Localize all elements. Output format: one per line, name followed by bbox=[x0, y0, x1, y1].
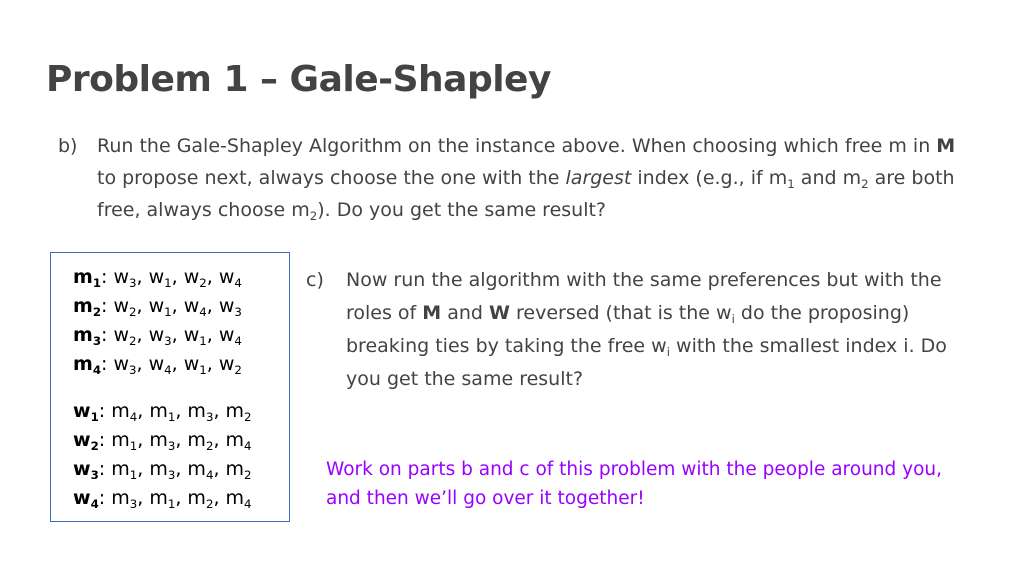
subscript: 2 bbox=[244, 468, 252, 483]
preference-letter: m bbox=[187, 400, 206, 422]
set-m-symbol: M bbox=[422, 302, 442, 324]
preference-row-m2: $m_2$: $w_2$, $w_1$, $w_4$, $w_3$ bbox=[73, 295, 242, 320]
subscript: 4 bbox=[244, 497, 252, 512]
part-c-text-2: and bbox=[441, 302, 490, 324]
largest-emphasis: largest bbox=[565, 167, 632, 189]
preference-entry bbox=[225, 400, 252, 425]
preference-owner: $m_1$ bbox=[73, 266, 101, 291]
preference-letter: w bbox=[113, 353, 129, 375]
preference-entry bbox=[111, 458, 138, 483]
part-c-text-4: do the proposing) breaking ties by taking the free w bbox=[346, 302, 910, 357]
subscript: 3 bbox=[129, 276, 137, 291]
subscript: 4 bbox=[234, 334, 242, 349]
preference-letter: w bbox=[183, 295, 200, 317]
part-c-text-5: with the smallest index i. Do you get the same result? bbox=[346, 335, 947, 390]
subscript: 4 bbox=[234, 276, 242, 291]
subscript: 1 bbox=[167, 410, 176, 425]
preference-entry bbox=[113, 353, 137, 378]
preference-entry bbox=[218, 295, 242, 320]
preference-row-w3: $w_3$: $m_1$, $m_3$, $m_4$, $m_2$ bbox=[73, 458, 252, 483]
subscript: 1 bbox=[199, 334, 207, 349]
subscript: 2 bbox=[244, 410, 252, 425]
subscript: i bbox=[731, 312, 735, 327]
subscript: 1 bbox=[199, 363, 207, 378]
preference-entry bbox=[225, 487, 252, 512]
subscript: 4 bbox=[164, 363, 172, 378]
subscript: 3 bbox=[129, 363, 137, 378]
part-c-label: c) bbox=[306, 269, 324, 291]
part-c-text bbox=[346, 264, 986, 396]
subscript: i bbox=[666, 345, 670, 360]
women-preferences bbox=[73, 397, 252, 513]
subscript: 1 bbox=[129, 468, 138, 483]
preference-owner: $w_4$ bbox=[73, 487, 99, 512]
preference-letter: w bbox=[148, 266, 165, 288]
preference-letter: m bbox=[111, 429, 130, 451]
subscript: 3 bbox=[92, 334, 101, 349]
subscript: 2 bbox=[129, 334, 137, 349]
preference-entry bbox=[148, 266, 172, 291]
preference-row-w2: $w_2$: $m_1$, $m_3$, $m_2$, $m_4$ bbox=[73, 429, 252, 454]
subscript: 3 bbox=[234, 305, 242, 320]
preference-letter: w bbox=[183, 266, 200, 288]
preference-letter: m bbox=[149, 429, 168, 451]
preference-entry bbox=[113, 266, 137, 291]
subscript: 2 bbox=[205, 439, 214, 454]
preference-entry bbox=[183, 324, 207, 349]
preference-letter: w bbox=[218, 295, 235, 317]
preference-entry bbox=[225, 429, 252, 454]
subscript: 4 bbox=[205, 468, 214, 483]
preference-entry bbox=[218, 353, 242, 378]
preference-letter: m bbox=[149, 458, 168, 480]
subscript: 1 bbox=[129, 439, 138, 454]
preference-letter: w bbox=[183, 324, 200, 346]
preference-letter: m bbox=[111, 487, 130, 509]
preference-row-m1: $m_1$: $w_3$, $w_1$, $w_2$, $w_4$ bbox=[73, 266, 242, 291]
subscript: 4 bbox=[199, 305, 207, 320]
preference-row-w1: $w_1$: $m_4$, $m_1$, $m_3$, $m_2$ bbox=[73, 400, 252, 425]
preference-entry bbox=[111, 400, 138, 425]
preference-letter: m bbox=[187, 487, 206, 509]
preference-entry bbox=[111, 487, 138, 512]
subscript: 3 bbox=[205, 410, 214, 425]
part-b-text-2: to propose next, always choose the one with the bbox=[97, 167, 566, 189]
preference-entry bbox=[187, 487, 214, 512]
subscript: 4 bbox=[92, 363, 101, 378]
subscript: 2 bbox=[129, 305, 137, 320]
preference-letter: w bbox=[113, 266, 129, 288]
part-c-text-1: Now run the algorithm with the same preferences but with the roles of bbox=[346, 269, 942, 324]
preferences-box bbox=[50, 252, 290, 522]
part-b-text bbox=[97, 130, 977, 226]
preference-letter: w bbox=[148, 353, 165, 375]
subscript: 3 bbox=[164, 334, 172, 349]
preference-letter: m bbox=[149, 487, 168, 509]
instruction-note: Work on parts b and c of this problem with the people around you, and then we’ll go over it together! bbox=[326, 459, 943, 509]
part-b-text-1: Run the Gale-Shapley Algorithm on the instance above. When choosing which free m in bbox=[97, 135, 937, 157]
preference-entry bbox=[149, 400, 176, 425]
preference-entry bbox=[148, 295, 172, 320]
preference-row-w4: $w_4$: $m_3$, $m_1$, $m_2$, $m_4$ bbox=[73, 487, 252, 512]
preference-entry bbox=[149, 429, 176, 454]
subscript: 1 bbox=[92, 276, 101, 291]
preference-entry bbox=[111, 429, 138, 454]
part-b-text-4: and m bbox=[794, 167, 862, 189]
subscript: 2 bbox=[92, 305, 101, 320]
preference-letter: w bbox=[113, 324, 129, 346]
part-b-text-6: ). Do you get the same result? bbox=[317, 199, 607, 221]
preference-entry bbox=[187, 400, 214, 425]
part-b-label: b) bbox=[58, 135, 78, 157]
set-w-symbol: W bbox=[489, 302, 510, 324]
preference-owner: $w_2$ bbox=[73, 429, 99, 454]
preference-owner: $m_3$ bbox=[73, 324, 101, 349]
part-c-text-3: reversed (that is the w bbox=[510, 302, 732, 324]
preference-owner: $m_2$ bbox=[73, 295, 101, 320]
preference-letter: w bbox=[218, 353, 235, 375]
part-b-text-3: index (e.g., if m bbox=[631, 167, 788, 189]
subscript: 3 bbox=[129, 497, 138, 512]
preference-entry bbox=[183, 353, 207, 378]
preference-letter: w bbox=[148, 295, 165, 317]
preference-letter: m bbox=[225, 400, 245, 422]
preference-row-m4: $m_4$: $w_3$, $w_4$, $w_1$, $w_2$ bbox=[73, 353, 242, 378]
preference-entry bbox=[149, 487, 176, 512]
subscript: 2 bbox=[90, 439, 99, 454]
preference-letter: m bbox=[225, 487, 245, 509]
preference-letter: m bbox=[187, 458, 206, 480]
preference-letter: m bbox=[187, 429, 206, 451]
preference-entry bbox=[183, 266, 207, 291]
part-b-text-5: are both free, always choose m bbox=[97, 167, 955, 221]
set-m-symbol: M bbox=[936, 135, 956, 157]
preference-letter: w bbox=[113, 295, 129, 317]
subscript: 4 bbox=[90, 497, 99, 512]
subscript: 1 bbox=[90, 410, 99, 425]
preference-entry bbox=[148, 353, 172, 378]
preference-letter: w bbox=[148, 324, 165, 346]
subscript: 4 bbox=[244, 439, 252, 454]
subscript: 3 bbox=[90, 468, 99, 483]
subscript: 2 bbox=[199, 276, 207, 291]
preference-entry bbox=[218, 266, 242, 291]
men-preferences bbox=[73, 263, 242, 379]
preference-entry bbox=[113, 295, 137, 320]
preference-row-m3: $m_3$: $w_2$, $w_3$, $w_1$, $w_4$ bbox=[73, 324, 242, 349]
preference-letter: w bbox=[218, 324, 235, 346]
preference-owner: $m_4$ bbox=[73, 353, 101, 378]
subscript: 3 bbox=[167, 468, 176, 483]
subscript: 4 bbox=[129, 410, 138, 425]
preference-entry bbox=[149, 458, 176, 483]
preference-letter: w bbox=[218, 266, 235, 288]
preference-entry bbox=[187, 429, 214, 454]
preference-owner: $w_1$ bbox=[73, 400, 99, 425]
subscript: 2 bbox=[861, 177, 869, 192]
subscript: 3 bbox=[167, 439, 176, 454]
preference-entry bbox=[113, 324, 137, 349]
preference-entry bbox=[183, 295, 207, 320]
preference-letter: m bbox=[225, 429, 245, 451]
preference-letter: m bbox=[111, 458, 130, 480]
preference-letter: m bbox=[149, 400, 168, 422]
preference-entry bbox=[187, 458, 214, 483]
preference-entry bbox=[225, 458, 252, 483]
preference-letter: w bbox=[183, 353, 200, 375]
subscript: 1 bbox=[164, 305, 172, 320]
preference-letter: m bbox=[111, 400, 130, 422]
subscript: 2 bbox=[309, 209, 318, 224]
subscript: 1 bbox=[167, 497, 176, 512]
subscript: 1 bbox=[164, 276, 172, 291]
subscript: 2 bbox=[234, 363, 242, 378]
preference-entry bbox=[218, 324, 242, 349]
preference-owner: $w_3$ bbox=[73, 458, 99, 483]
page-title: Problem 1 – Gale-Shapley bbox=[46, 59, 551, 100]
preference-entry bbox=[148, 324, 172, 349]
subscript: 2 bbox=[205, 497, 214, 512]
preference-letter: m bbox=[225, 458, 245, 480]
subscript: 1 bbox=[787, 177, 795, 192]
